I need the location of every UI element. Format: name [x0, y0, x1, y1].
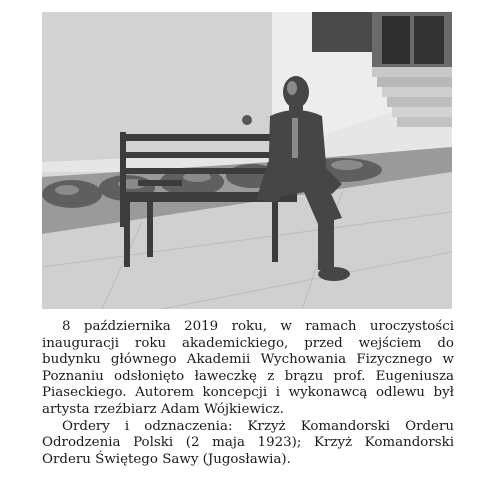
- bench-statue-photo: [42, 12, 452, 309]
- wall-vent: [242, 115, 252, 125]
- paragraph-unveiling: 8 października 2019 roku, w ramach uroczystości inauguracji roku akademickiego, przed wejściem do budynku głównego Akademii Wychowania Fizycznego w Poznaniu odsłonięto ławeczkę z brązu prof. Eugeniusza Piaseckiego. Autorem koncepcji i wykonawcą odlewu był artysta rzeźbiarz Adam Wójkiewicz.: [42, 319, 454, 417]
- door-glass: [382, 16, 410, 64]
- window: [312, 12, 372, 52]
- paragraph-decorations: Ordery i odznaczenia: Krzyż Komandorski Orderu Odrodzenia Polski (2 maja 1923); Krzyż Komandorski Orderu Świętego Sawy (Jugosławia).: [42, 418, 454, 467]
- caption-text: [42, 319, 454, 468]
- door-glass: [414, 16, 444, 64]
